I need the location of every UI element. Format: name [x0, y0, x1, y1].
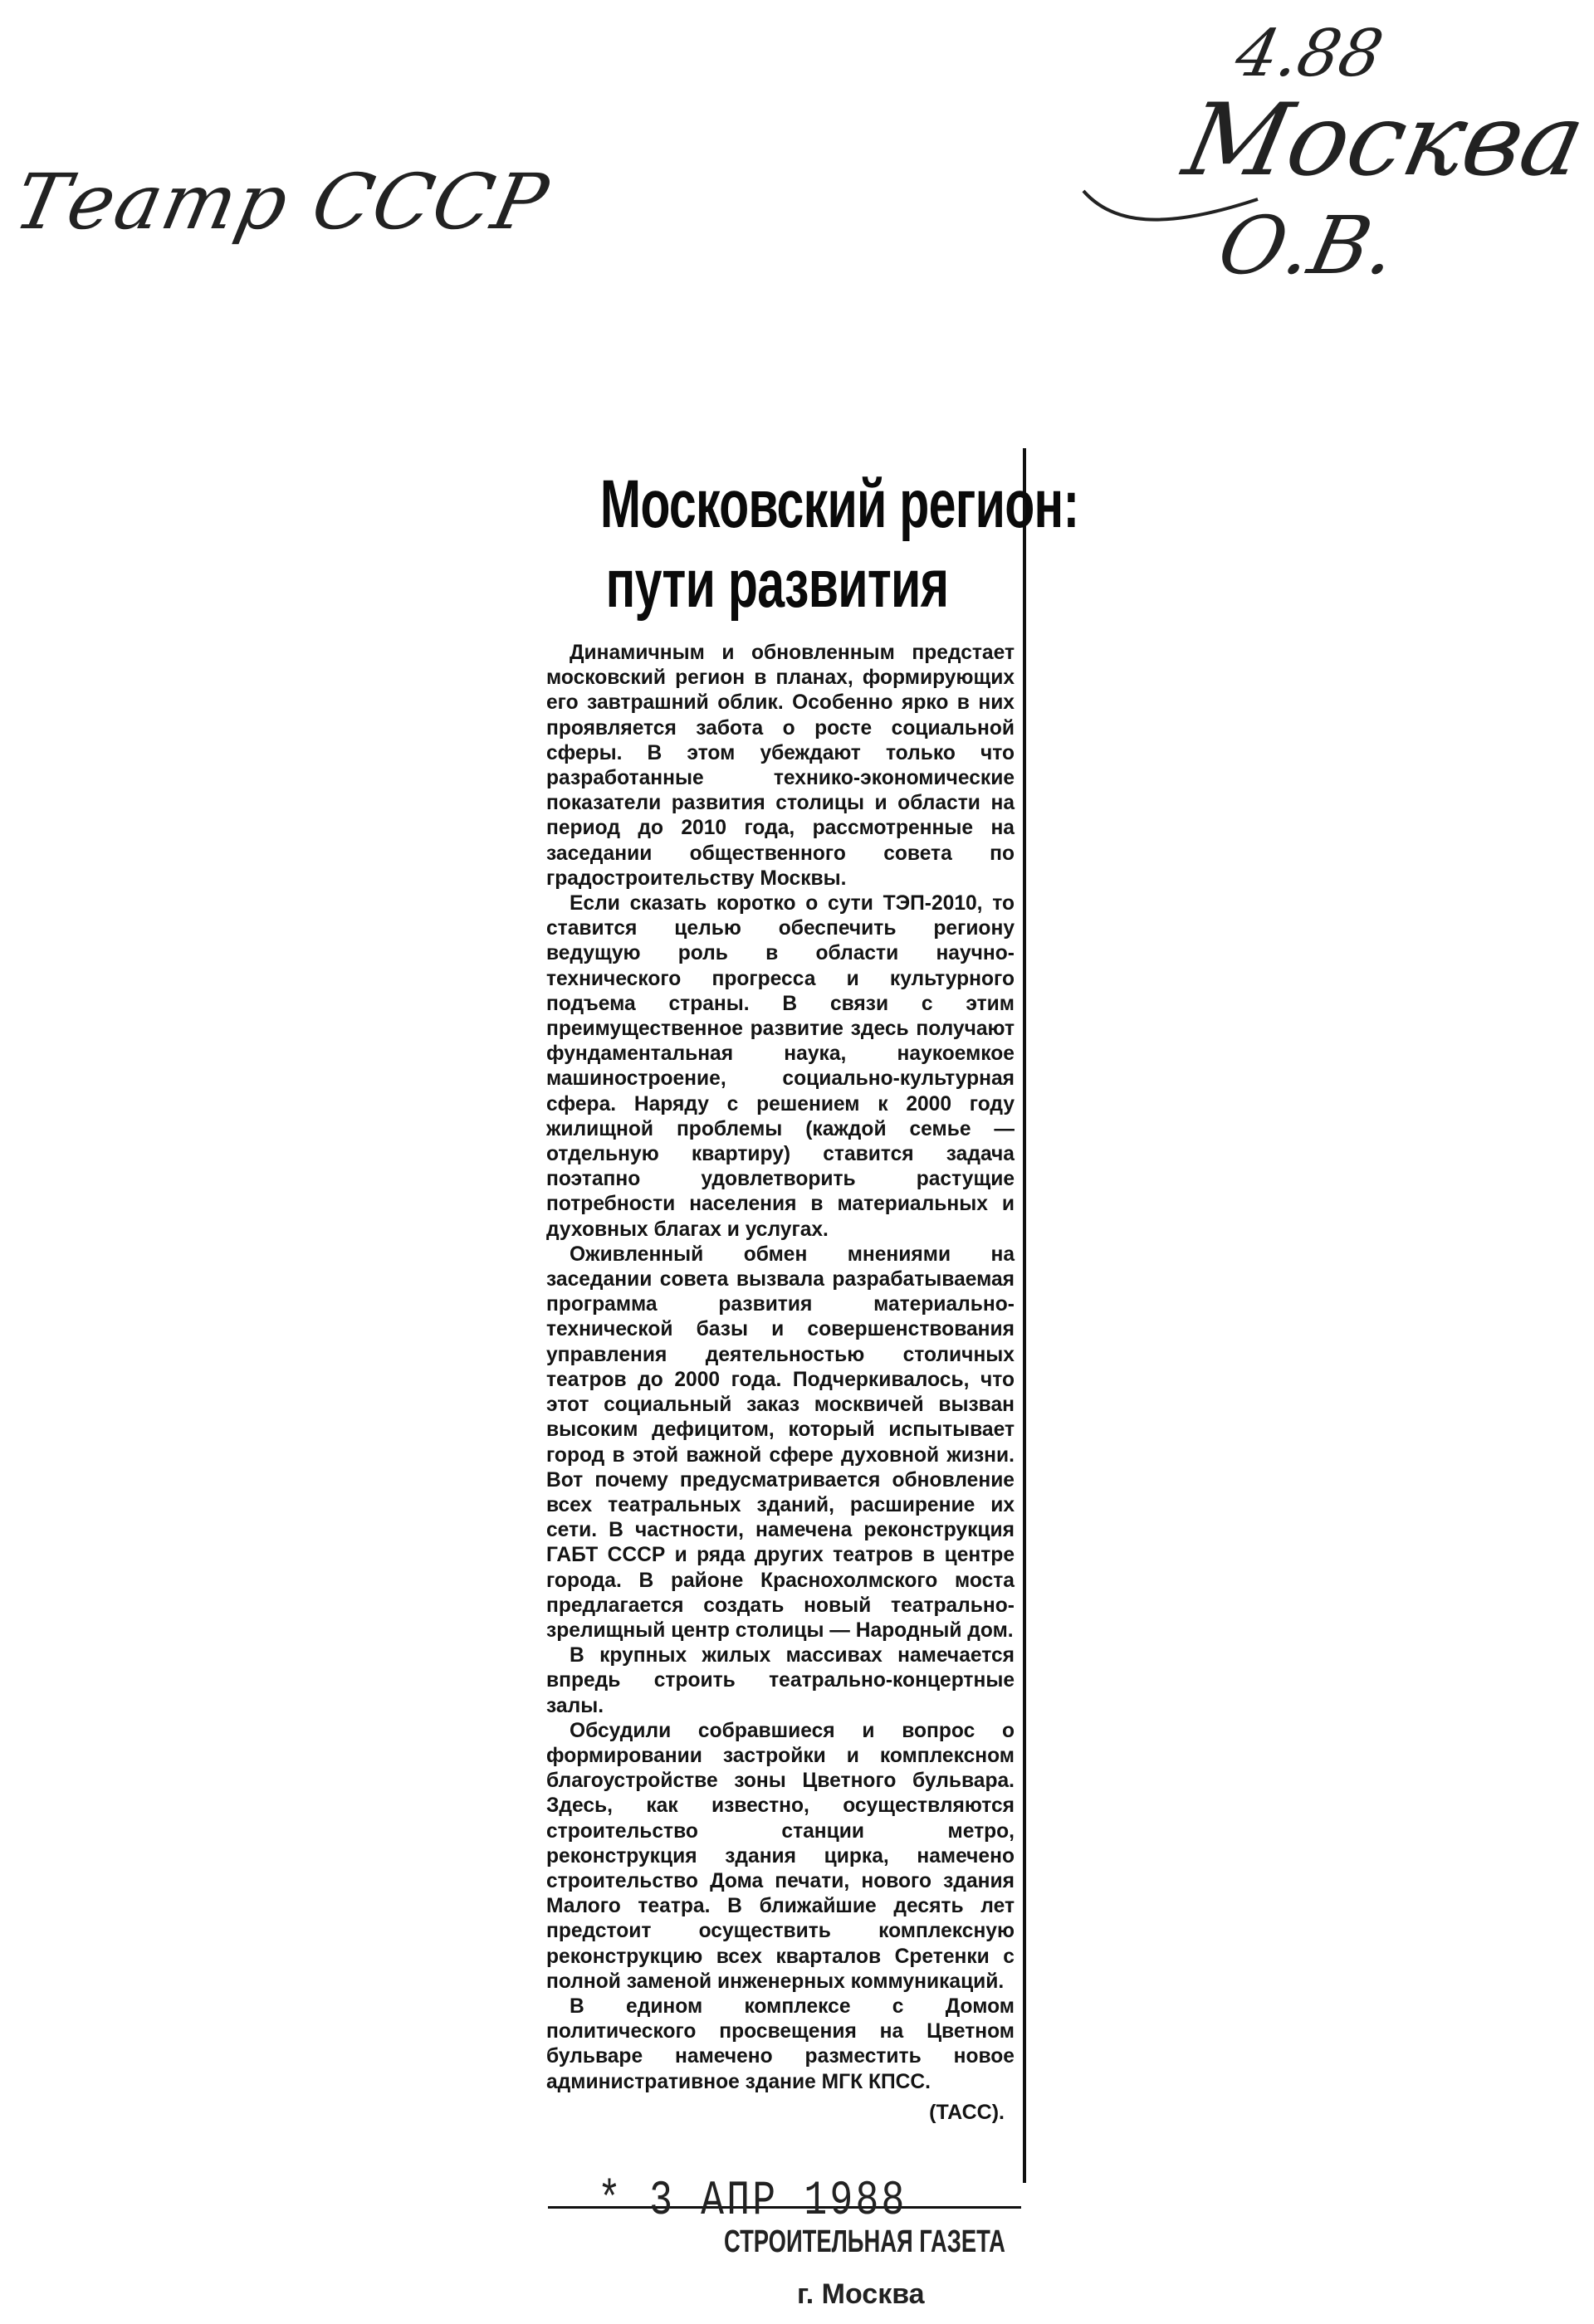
- stamp-date: * 3 АПР 1988: [598, 2175, 907, 2229]
- paragraph-2: Если сказать коротко о сути ТЭП-2010, то ставится целью обеспечить региону ведущую роль в области научно-технического прогресса и культурного подъема страны. В связи с этим преимущественное развитие здесь получают фундаментальная наука, наукоемкое машиностроение, социально-культурная сфера. Наряду с решением к 2000 году жилищной проблемы (каждой семье — отдельную квартиру) ставится задача поэтапно удовлетворить растущие потребности населения в материальных и духовных благах и услугах.: [546, 892, 1015, 1241]
- paragraph-6: В едином комплексе с Домом политического просвещения на Цветном бульваре намечено разместить новое административное здание МГК КПСС.: [546, 1994, 1015, 2093]
- stamp-city: г. Москва: [797, 2278, 925, 2310]
- source-agency: (ТАСС).: [929, 2100, 1005, 2124]
- headline-line-2: пути развития: [605, 546, 949, 622]
- stamp-newspaper-name: СТРОИТЕЛЬНАЯ ГАЗЕТА: [724, 2224, 1005, 2259]
- headline: [599, 465, 1079, 631]
- handwritten-initials: О.В.: [1210, 199, 1406, 292]
- paragraph-1: Динамичным и обновленным предстает московский регион в планах, формирующих его завтрашний облик. Особенно ярко в них проявляется забота о росте социальной сферы. В этом убеждают только что разработанные технико-экономические показатели развития столицы и области на период до 2010 года, рассмотренные на заседании общественного совета по градостроительству Москвы.: [546, 642, 1015, 890]
- newspaper-clipping: [531, 448, 1079, 2183]
- handwritten-date: 4.88: [1229, 17, 1390, 91]
- paragraph-4: В крупных жилых массивах намечается впредь строить театрально-концертные залы.: [546, 1644, 1015, 1717]
- handwritten-note-theatre: Театр СССР: [7, 158, 557, 247]
- article-body: [546, 641, 1015, 2125]
- paragraph-3: Оживленный обмен мнениями на заседании совета вызвала разрабатываемая программа развития материально-технической базы и совершенствования управления деятельностью столичных театров до 2000 года. Подчеркивалось, что этот социальный заказ москвичей вызван высоким дефицитом, который испытывает город в этой важной сфере духовной жизни. Вот почему предусматривается обновление всех театральных зданий, расширение их сети. В частности, намечена реконструкция ГАБТ СССР и ряда других театров в центре города. В районе Краснохолмского моста предлагается создать новый театрально-зрелищный центр столицы — Народный дом.: [546, 1243, 1015, 1642]
- headline-line-1: Московский регион:: [599, 466, 1079, 542]
- handwritten-city: Москва: [1175, 83, 1594, 198]
- paragraph-5: Обсудили собравшиеся и вопрос о формировании застройки и комплексном благоустройстве зоны Цветного бульвара. Здесь, как известно, осуществляются строительство станции метро, реконструкция здания цирка, намечено строительство Дома печати, нового здания Малого театра. В ближайшие десять лет предстоит осуществить комплексную реконструкцию всех кварталов Сретенки с полной заменой инженерных коммуникаций.: [546, 1719, 1015, 1993]
